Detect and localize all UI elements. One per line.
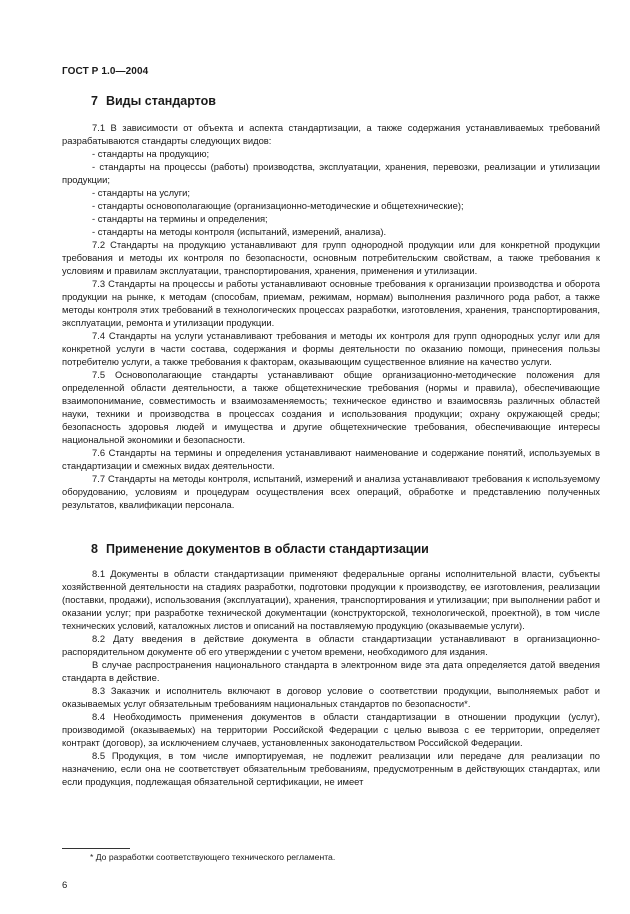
section-8-heading: [91, 542, 429, 556]
list-item: - стандарты основополагающие (организационно-методические и общетехнические);: [92, 200, 464, 211]
list-item: - стандарты на термины и определения;: [92, 213, 268, 224]
footnote-divider: [62, 848, 130, 849]
paragraph-7-6: 7.6 Стандарты на термины и определения устанавливают наименование и содержание понятий, используемых в стандартизации и смежных видах деятельности.: [62, 447, 600, 471]
paragraph-8-3: 8.3 Заказчик и исполнитель включают в договор условие о соответствии продукции, выполняемых работ и оказываемых услуг обязательным требованиям национальных стандартов по безопасности*.: [62, 685, 600, 709]
paragraph-7-2: 7.2 Стандарты на продукцию устанавливают для групп однородной продукции или для конкретной продукции требования и методы их контроля по безопасности, основным потребительским свойствам, а также требования к условиям и правилам эксплуатации, транспортирования, хранения, применения и утилизации.: [62, 239, 600, 276]
section-8-number: 8: [91, 542, 98, 556]
section-7-number: 7: [91, 94, 98, 108]
section-8-body: [62, 567, 600, 788]
paragraph-8-5: 8.5 Продукция, в том числе импортируемая, не подлежит реализации или передаче для реализации по назначению, если она не соответствует обязательным требованиям, предусмотренным в действующих стандартах, или если продукция, подлежащая обязательной сертификации, не имеет: [62, 750, 600, 787]
list-item: - стандарты на процессы (работы) производства, эксплуатации, хранения, перевозки, реализации и утилизации продукции;: [62, 161, 600, 185]
section-7-title: Виды стандартов: [105, 94, 216, 108]
footnote: * До разработки соответствующего технического регламента.: [90, 852, 336, 862]
document-header-id: ГОСТ Р 1.0—2004: [62, 66, 149, 77]
section-8-title: Применение документов в области стандартизации: [105, 542, 429, 556]
paragraph-8-1: 8.1 Документы в области стандартизации применяют федеральные органы исполнительной власти, субъекты хозяйственной деятельности на стадиях разработки, подготовки продукции к производству, ее изготовления, реализации (поставки, продажи), использования (эксплуатации), хранения, транспортирования и утилизации; при выполнении работ и оказании услуг; при разработке технической документации (конструкторской, технологической, проектной), в том числе технических условий, каталожных листов и описаний на поставляемую продукцию (оказываемые услуги).: [62, 568, 600, 631]
paragraph-7-1: 7.1 В зависимости от объекта и аспекта стандартизации, а также содержания устанавливаемых требований разрабатываются стандарты следующих видов:: [62, 122, 600, 146]
paragraph-7-5: 7.5 Основополагающие стандарты устанавливают общие организационно-методические положения для определенной области деятельности, а также общетехнические требования (нормы и правила), обеспечивающие взаимопонимание, совместимость и взаимозаменяемость; техническое единство и взаимосвязь различных областей науки, техники и производства в процессах создания и использования продукции; охрану окружающей среды; безопасность здоровья людей и имущества и другие общетехнические требования, обеспечивающие интересы национальной экономики и безопасности.: [62, 369, 600, 445]
paragraph-7-3: 7.3 Стандарты на процессы и работы устанавливают основные требования к организации производства и оборота продукции на рынке, к методам (способам, приемам, режимам, нормам) выполнения различного рода работ, а также методы контроля этих требований в технологических процессах разработки, изготовления, хранения, транспортирования, эксплуатации, ремонта и утилизации продукции.: [62, 278, 600, 328]
paragraph-7-4: 7.4 Стандарты на услуги устанавливают требования и методы их контроля для групп однородных услуг или для конкретной услуги в части состава, содержания и формы деятельности по оказанию помощи, принесения пользы потребителю услуги, а также требования к факторам, оказывающим существенное влияние на качество услуги.: [62, 330, 600, 367]
list-item: - стандарты на услуги;: [92, 187, 191, 198]
paragraph-7-7: 7.7 Стандарты на методы контроля, испытаний, измерений и анализа устанавливают требования к используемому оборудованию, условиям и процедурам осуществления всех операций, обработке и представлению полученных результатов, квалификации персонала.: [62, 473, 600, 510]
list-item: - стандарты на продукцию;: [92, 148, 210, 159]
page-number: 6: [62, 880, 68, 891]
section-7-heading: [91, 94, 216, 108]
paragraph-8-2: 8.2 Дату введения в действие документа в области стандартизации устанавливают в организационно-распорядительном документе об его утверждении с учетом времени, необходимого для издания.: [62, 633, 600, 657]
list-item: - стандарты на методы контроля (испытаний, измерений, анализа).: [92, 226, 387, 237]
paragraph-8-2-electronic: В случае распространения национального стандарта в электронном виде эта дата определяется датой введения стандарта в действие.: [62, 659, 600, 683]
section-7-body: [62, 121, 600, 511]
paragraph-8-4: 8.4 Необходимость применения документов в области стандартизации в отношении продукции (услуг), производимой (оказываемых) на территории Российской Федерации с целью вывоза с ее территории, определяет контракт (договор), за исключением случаев, установленных законодательством Российской Федерации.: [62, 711, 600, 748]
